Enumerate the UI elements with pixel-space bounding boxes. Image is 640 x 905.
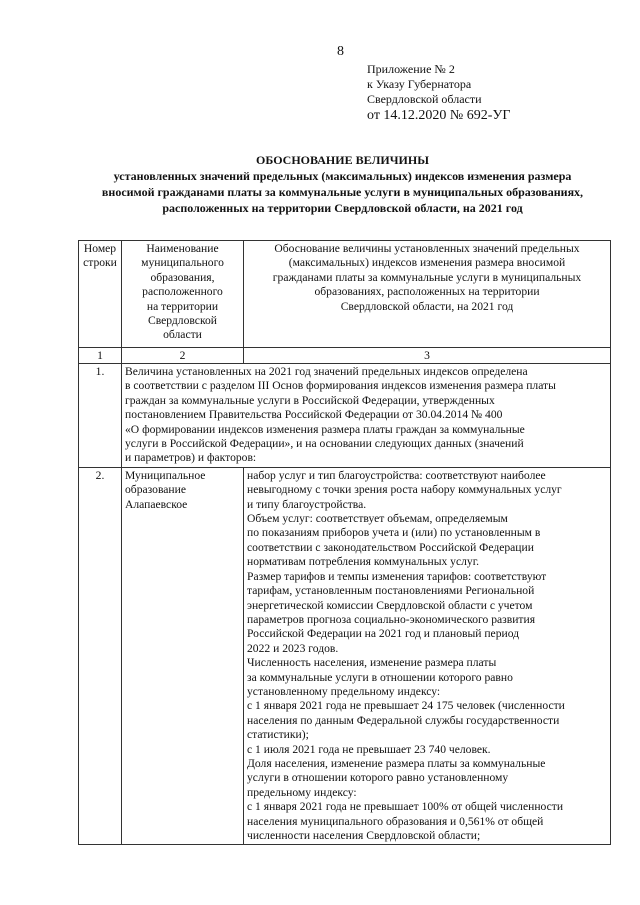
text-line: численности населения Свердловской области; [247, 829, 481, 842]
justification-text [244, 467, 611, 845]
text-line: энергетической комиссии Свердловской области с учетом [247, 598, 533, 612]
text-line: Численность населения, изменение размера платы [247, 656, 497, 670]
text-line: и параметров) и факторов: [125, 451, 257, 465]
text-line: постановлением Правительства Российской Федерации от 30.04.2014 № 400 [125, 408, 503, 422]
text-line: Размер тарифов и темпы изменения тарифов: соответствуют [247, 569, 547, 583]
header-line: Свердловской [147, 314, 217, 328]
table-row [79, 364, 611, 468]
text-line: за коммунальные услуги в отношении которого равно [247, 670, 513, 684]
header-line: области [163, 328, 202, 342]
annex-line-2: к Указу Губернатора [367, 77, 472, 91]
header-line: муниципального [141, 256, 224, 270]
text-line: параметров прогноза социально-экономического развития [247, 612, 536, 626]
text-line: с 1 января 2021 года не превышает 24 175 человек (численности [247, 699, 565, 713]
row-text [122, 364, 611, 468]
header-line: Обоснование величины установленных значений предельных [274, 242, 580, 255]
header-line: образованиях, расположенных на территории [314, 285, 540, 299]
justification-table [78, 240, 611, 845]
text-line: тарифам, установленным постановлениями Региональной [247, 584, 535, 598]
text-line: по показаниям приборов учета и (или) по установленным в [247, 526, 541, 540]
header-line: гражданами платы за коммунальные услуги в муниципальных [272, 270, 582, 284]
column-number: 1 [79, 348, 122, 364]
table-row [79, 467, 611, 845]
text-line: статистики); [247, 728, 309, 742]
title-line-2: установленных значений предельных (максимальных) индексов изменения размера [113, 169, 572, 183]
text-line: Величина установленных на 2021 год значений предельных индексов определена [125, 365, 528, 378]
text-line: и типу благоустройства. [247, 497, 367, 511]
header-line: на территории [146, 299, 219, 313]
column-number: 2 [122, 348, 244, 364]
text-line: Доля населения, изменение размера платы за коммунальные [247, 756, 546, 770]
text-line: услуги в отношении которого равно установленному [247, 771, 509, 785]
header-municipality [122, 241, 244, 348]
text-line: Объем услуг: соответствует объемам, определяемым [247, 512, 508, 526]
header-line: строки [83, 256, 117, 270]
name-line: образование [125, 483, 186, 497]
header-justification [244, 241, 611, 348]
text-line: предельному индексу: [247, 785, 357, 799]
annex-block [367, 62, 510, 125]
annex-line-1: Приложение № 2 [367, 62, 455, 76]
table-header-row [79, 241, 611, 348]
column-number: 3 [244, 348, 611, 364]
text-line: с 1 июля 2021 года не превышает 23 740 человек. [247, 742, 491, 756]
annex-line-4: от 14.12.2020 № 692-УГ [367, 108, 511, 123]
header-line: (максимальных) индексов изменения размера вносимой [288, 256, 566, 270]
text-line: набор услуг и тип благоустройства: соответствуют наиболее [247, 468, 546, 482]
title-line-1: ОБОСНОВАНИЕ ВЕЛИЧИНЫ [256, 153, 429, 167]
text-line: нормативам потребления коммунальных услуг. [247, 555, 480, 569]
title-line-3: вносимой гражданами платы за коммунальные услуги в муниципальных образованиях, [101, 185, 584, 199]
text-line: невыгодному с точки зрения роста набору коммунальных услуг [247, 483, 562, 497]
header-row-number [79, 241, 122, 348]
row-number: 1. [79, 364, 122, 468]
text-line: Российской Федерации на 2021 год и плановый период [247, 627, 520, 641]
text-line: установленному предельному индексу: [247, 684, 441, 698]
text-line: в соответствии с разделом III Основ формирования индексов изменения размера платы [125, 379, 556, 393]
page-number: 8 [337, 44, 344, 59]
text-line: 2022 и 2023 годов. [247, 641, 339, 655]
header-line: Номер [83, 242, 117, 255]
text-line: граждан за коммунальные услуги в Российской Федерации, утвержденных [125, 393, 495, 407]
title-line-4: расположенных на территории Свердловской области, на 2021 год [162, 201, 523, 215]
row-number: 2. [79, 467, 122, 845]
municipality-name [122, 467, 244, 845]
header-line: Свердловской области, на 2021 год [340, 299, 514, 313]
text-line: соответствии с законодательством Российской Федерации [247, 540, 534, 554]
header-line: образования, [150, 270, 215, 284]
text-line: населения муниципального образования и 0,561% от общей [247, 814, 544, 828]
name-line: Муниципальное [125, 468, 206, 482]
annex-line-3: Свердловской области [367, 92, 482, 106]
header-line: Наименование [146, 242, 219, 255]
name-line: Алапаевское [125, 497, 188, 511]
text-line: населения по данным Федеральной службы государственности [247, 713, 560, 727]
text-line: услуги в Российской Федерации», и на основании следующих данных (значений [125, 437, 524, 451]
header-line: расположенного [142, 285, 223, 299]
text-line: с 1 января 2021 года не превышает 100% от общей численности [247, 800, 564, 814]
text-line: «О формировании индексов изменения размера платы граждан за коммунальные [125, 422, 525, 436]
column-numbers-row [79, 348, 611, 364]
document-title [60, 152, 625, 216]
